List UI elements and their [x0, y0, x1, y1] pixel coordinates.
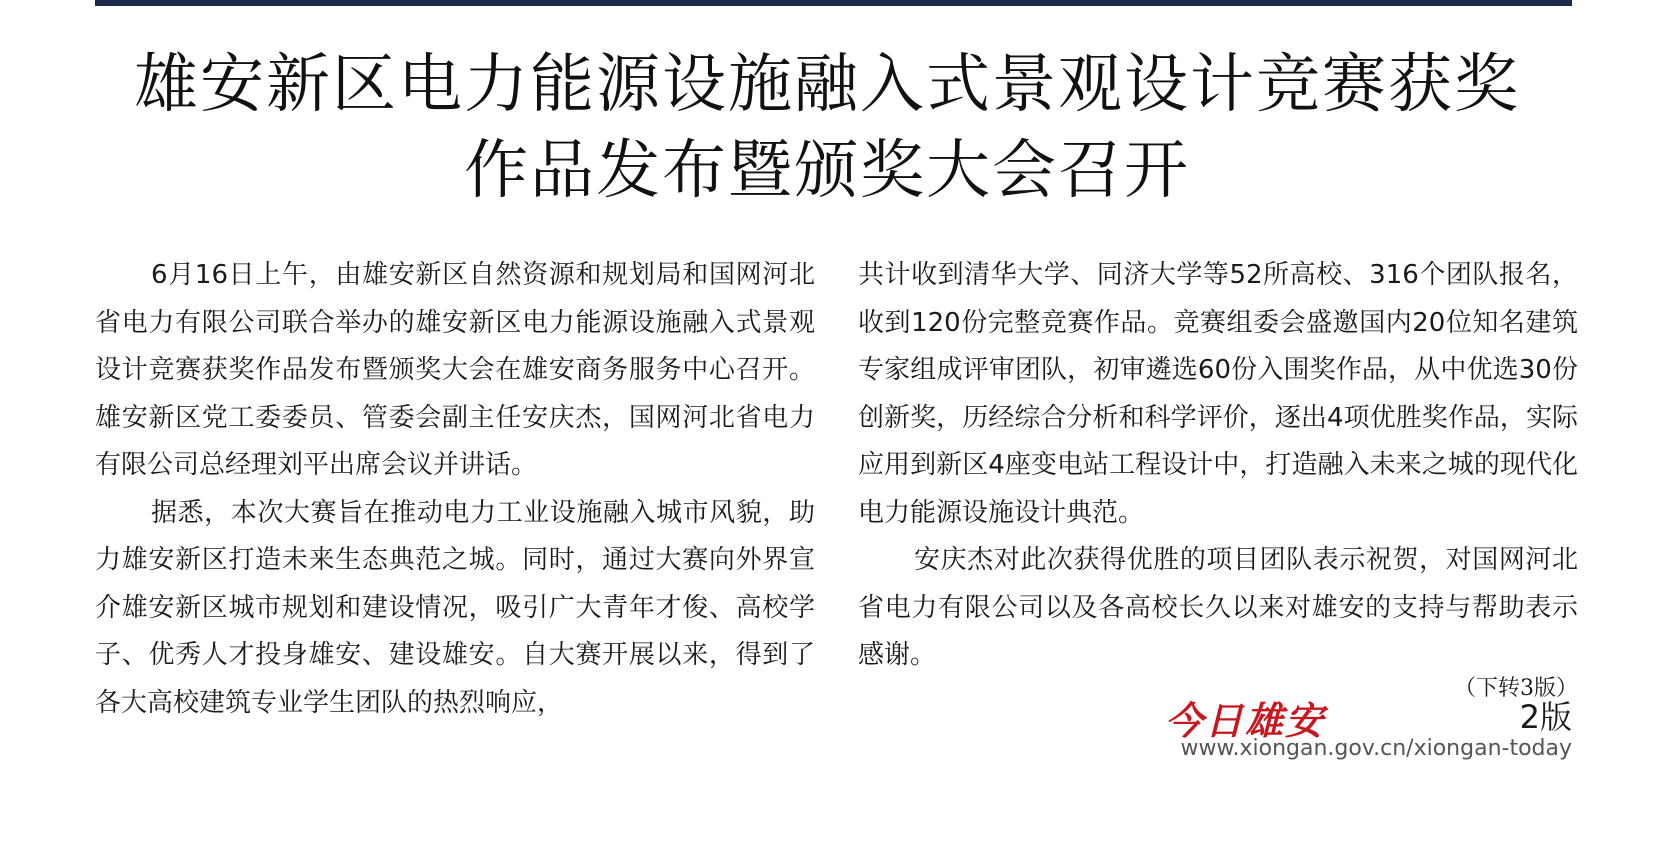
article-column-right	[858, 252, 1578, 704]
article-column-left	[95, 252, 815, 727]
top-rule	[95, 0, 1572, 6]
headline	[0, 42, 1654, 214]
headline-line-1: 雄安新区电力能源设施融入式景观设计竞赛获奖	[134, 48, 1520, 122]
page-footer	[1165, 690, 1572, 780]
continued-on-note: （下转3版）	[1454, 675, 1578, 701]
paragraph-1: 6月16日上午，由雄安新区自然资源和规划局和国网河北省电力有限公司联合举办的雄安新区电力能源设施融入式景观设计竞赛获奖作品发布暨颁奖大会在雄安商务服务中心召开。雄安新区党工委委员、管委会副主任安庆杰，国网河北省电力有限公司总经理刘平出席会议并讲话。	[95, 260, 815, 480]
headline-line-2: 作品发布暨颁奖大会召开	[464, 134, 1190, 208]
paragraph-3: 安庆杰对此次获得优胜的项目团队表示祝贺，对国网河北省电力有限公司以及各高校长久以来对雄安的支持与帮助表示感谢。	[858, 545, 1578, 670]
paragraph-2-continued: 共计收到清华大学、同济大学等52所高校、316个团队报名，收到120份完整竞赛作品。竞赛组委会盛邀国内20位知名建筑专家组成评审团队，初审遴选60份入围奖作品，从中优选30份创新奖，历经综合分析和科学评价，逐出4项优胜奖作品，实际应用到新区4座变电站工程设计中，打造融入未来之城的现代化电力能源设施设计典范。	[858, 260, 1578, 528]
masthead-logo: 今日雄安	[1165, 698, 1326, 743]
paragraph-2-start: 据悉，本次大赛旨在推动电力工业设施融入城市风貌，助力雄安新区打造未来生态典范之城。同时，通过大赛向外界宣介雄安新区城市规划和建设情况，吸引广大青年才俊、高校学子、优秀人才投身雄安、建设雄安。自大赛开展以来，得到了各大高校建筑专业学生团队的热烈响应，	[95, 497, 815, 718]
page-number: 2版	[1519, 698, 1572, 736]
site-url: www.xiongan.gov.cn/xiongan-today	[1180, 736, 1572, 761]
